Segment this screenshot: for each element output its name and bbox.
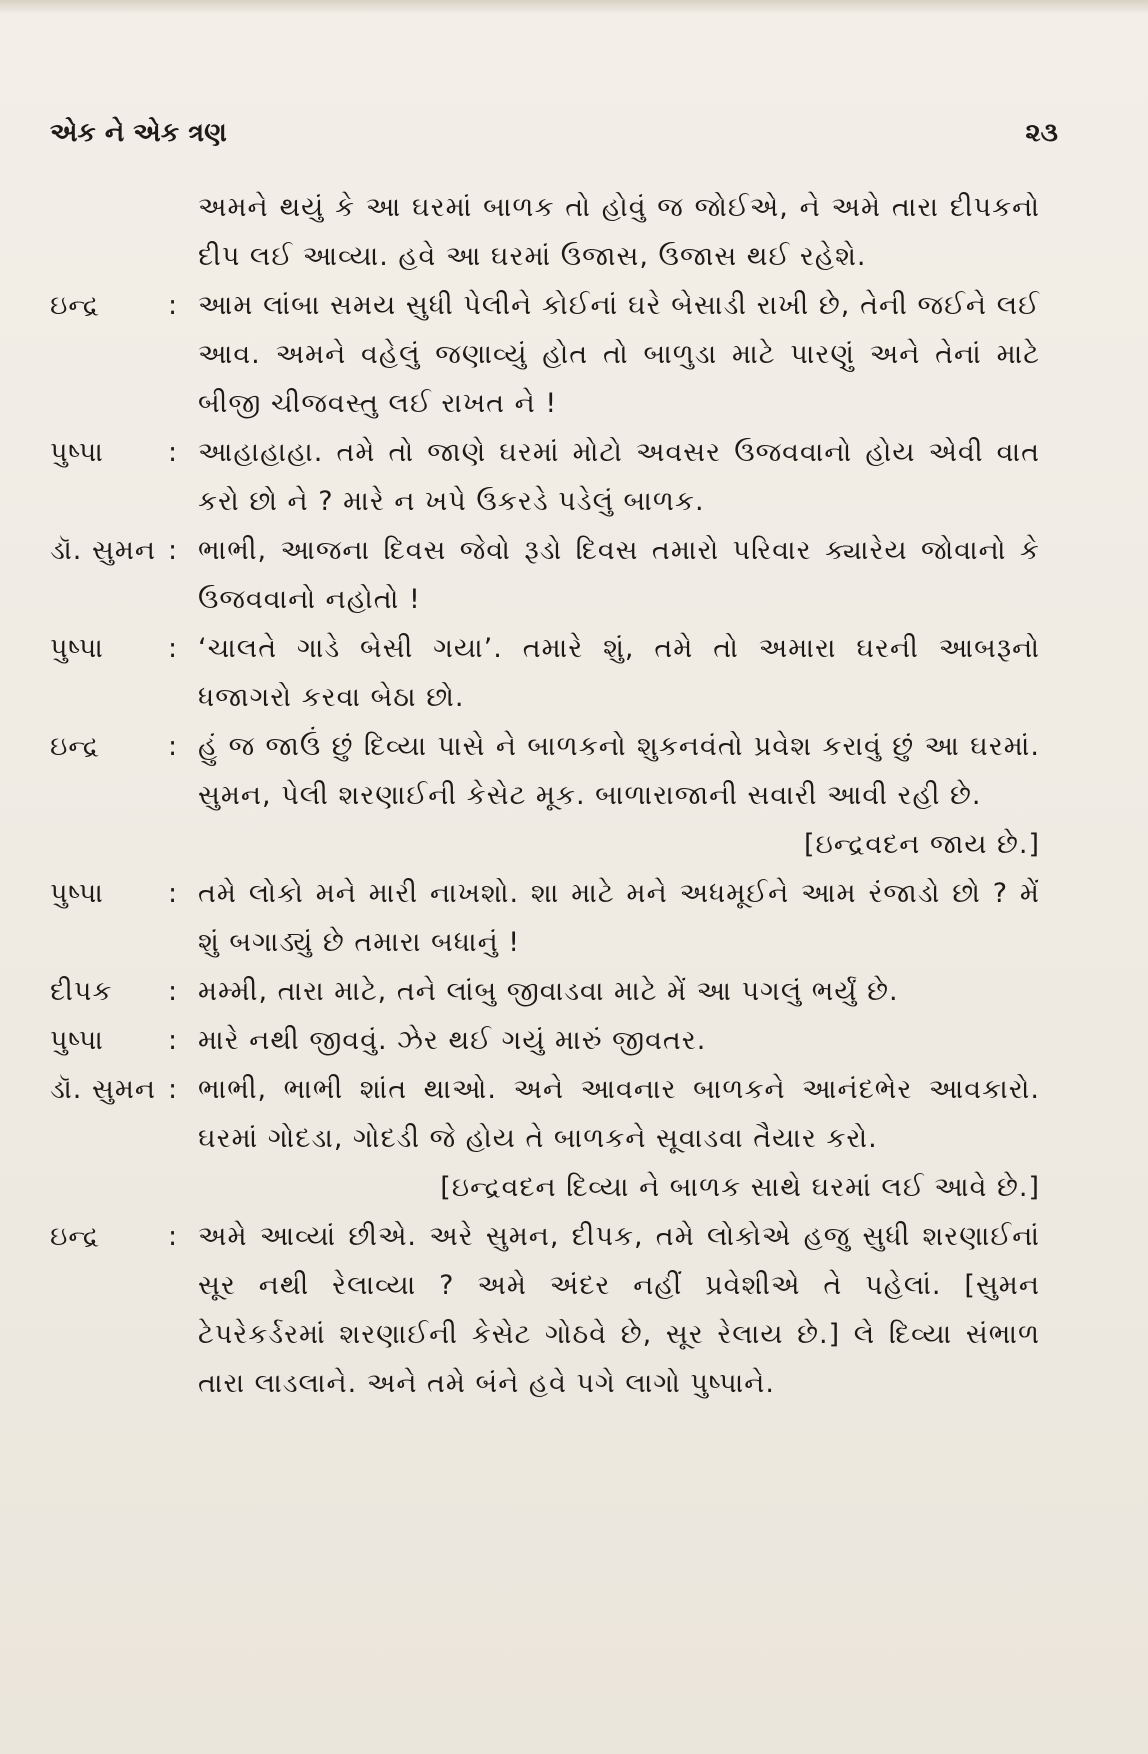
stage-direction-exit: [ઇન્દ્રવદન જાય છે.]: [803, 829, 1040, 860]
dialogue-entry: [50, 428, 1040, 526]
dialogue-text: ભાભી, આજના દિવસ જેવો રૂડો દિવસ તમારો પરિવાર ક્યારેય જોવાનો કે ઉજવવાનો નહોતો !: [198, 535, 1040, 615]
dialogue-text: મમ્મી, તારા માટે, તને લાંબુ જીવાડવા માટે મેં આ પગલું ભર્યું છે.: [198, 976, 899, 1007]
dialogue-text: તમે લોકો મને મારી નાખશો. શા માટે મને અધમૂઈને આમ રંજાડો છો ? મેં શું બગાડ્યું છે તમારા બધાનું !: [198, 878, 1040, 958]
speaker-colon: :: [168, 437, 179, 468]
speaker-name: પુષ્પા: [50, 1025, 104, 1056]
dialogue-text: આહાહાહા. તમે તો જાણે ઘરમાં મોટો અવસર ઉજવવાનો હોય એવી વાત કરો છો ને ? મારે ન ખપે ઉકરડે પડેલું બાળક.: [198, 437, 1040, 517]
dialogue-entry: [50, 281, 1040, 428]
page-top-edge: [0, 0, 1148, 14]
speaker-colon: :: [168, 290, 179, 321]
dialogue-text: ‘ચાલતે ગાડે બેસી ગયા’. તમારે શું, તમે તો અમારા ઘરની આબરૂનો ધજાગરો કરવા બેઠા છો.: [198, 633, 1040, 713]
speaker-name: ઇન્દ્ર: [50, 290, 100, 321]
continuation-paragraph: અમને થયું કે આ ઘરમાં બાળક તો હોવું જ જોઈએ, ને અમે તારા દીપકનો દીપ લઈ આવ્યા. હવે આ ઘરમાં ઉજાસ, ઉજાસ થઈ રહેશે.: [198, 192, 1040, 272]
book-title: એક ને એક ત્રણ: [50, 118, 227, 148]
speaker-colon: :: [168, 1025, 179, 1056]
dialogue-entry: [50, 722, 1040, 869]
running-header: [50, 118, 1058, 158]
stage-direction-entry: [ઇન્દ્રવદન દિવ્યા ને બાળક સાથે ઘરમાં લઈ આવે છે.]: [440, 1172, 1040, 1203]
dialogue-entry: [50, 1016, 1040, 1065]
speaker-name: પુષ્પા: [50, 633, 104, 664]
speaker-name: ઇન્દ્ર: [50, 731, 100, 762]
speaker-colon: :: [168, 976, 179, 1007]
dialogue-entry: [50, 869, 1040, 967]
speaker-colon: :: [168, 1221, 179, 1252]
speaker-colon: :: [168, 1074, 179, 1105]
speaker-colon: :: [168, 535, 179, 566]
dialogue-text: આમ લાંબા સમય સુધી પેલીને કોઈનાં ઘરે બેસાડી રાખી છે, તેની જઈને લઈ આવ. અમને વહેલું જણાવ્યું હોત તો બાળુડા માટે પારણું અને તેનાં માટે બીજી ચીજવસ્તુ લઈ રાખત ને !: [198, 290, 1040, 419]
dialogue-with-stage: [198, 722, 1040, 869]
dialogue-text: ભાભી, ભાભી શાંત થાઓ. અને આવનાર બાળકને આનંદભેર આવકારો. ઘરમાં ગોદડા, ગોદડી જે હોય તે બાળકને સૂવાડવા તૈયાર કરો.: [198, 1074, 1040, 1154]
dialogue-entry: [50, 1065, 1040, 1163]
speaker-colon: :: [168, 878, 179, 909]
speaker-name: પુષ્પા: [50, 437, 104, 468]
dialogue-entry: [50, 526, 1040, 624]
dialogue-text: હું જ જાઉં છું દિવ્યા પાસે ને બાળકનો શુકનવંતો પ્રવેશ કરાવું છું આ ઘરમાં. સુમન, પેલી શરણાઈની કેસેટ મૂક. બાળારાજાની સવારી આવી રહી છે.: [198, 731, 1040, 811]
dialogue-text: મારે નથી જીવવું. ઝેર થઈ ગયું મારું જીવતર.: [198, 1025, 707, 1056]
speaker-colon: :: [168, 731, 179, 762]
play-text: [50, 183, 1040, 1408]
speaker-name: ડૉ. સુમન: [50, 535, 157, 566]
dialogue-entry: [50, 967, 1040, 1016]
dialogue-entry: [50, 1212, 1040, 1408]
speaker-name: ડૉ. સુમન: [50, 1074, 157, 1105]
speaker-name: પુષ્પા: [50, 878, 104, 909]
dialogue-text: અમે આવ્યાં છીએ. અરે સુમન, દીપક, તમે લોકોએ હજુ સુધી શરણાઈનાં સૂર નથી રેલાવ્યા ? અમે અંદર નહીં પ્રવેશીએ તે પહેલાં. [સુમન ટેપરેકર્ડરમાં શરણાઈની કેસેટ ગોઠવે છે, સૂર રેલાય છે.] લે દિવ્યા સંભાળ તારા લાડલાને. અને તમે બંને હવે પગે લાગો પુષ્પાને.: [198, 1221, 1040, 1399]
speaker-colon: :: [168, 633, 179, 664]
page-number: ૨૩: [1025, 118, 1058, 148]
speaker-name: દીપક: [50, 976, 113, 1007]
speaker-name: ઇન્દ્ર: [50, 1221, 100, 1252]
dialogue-entry: [50, 624, 1040, 722]
